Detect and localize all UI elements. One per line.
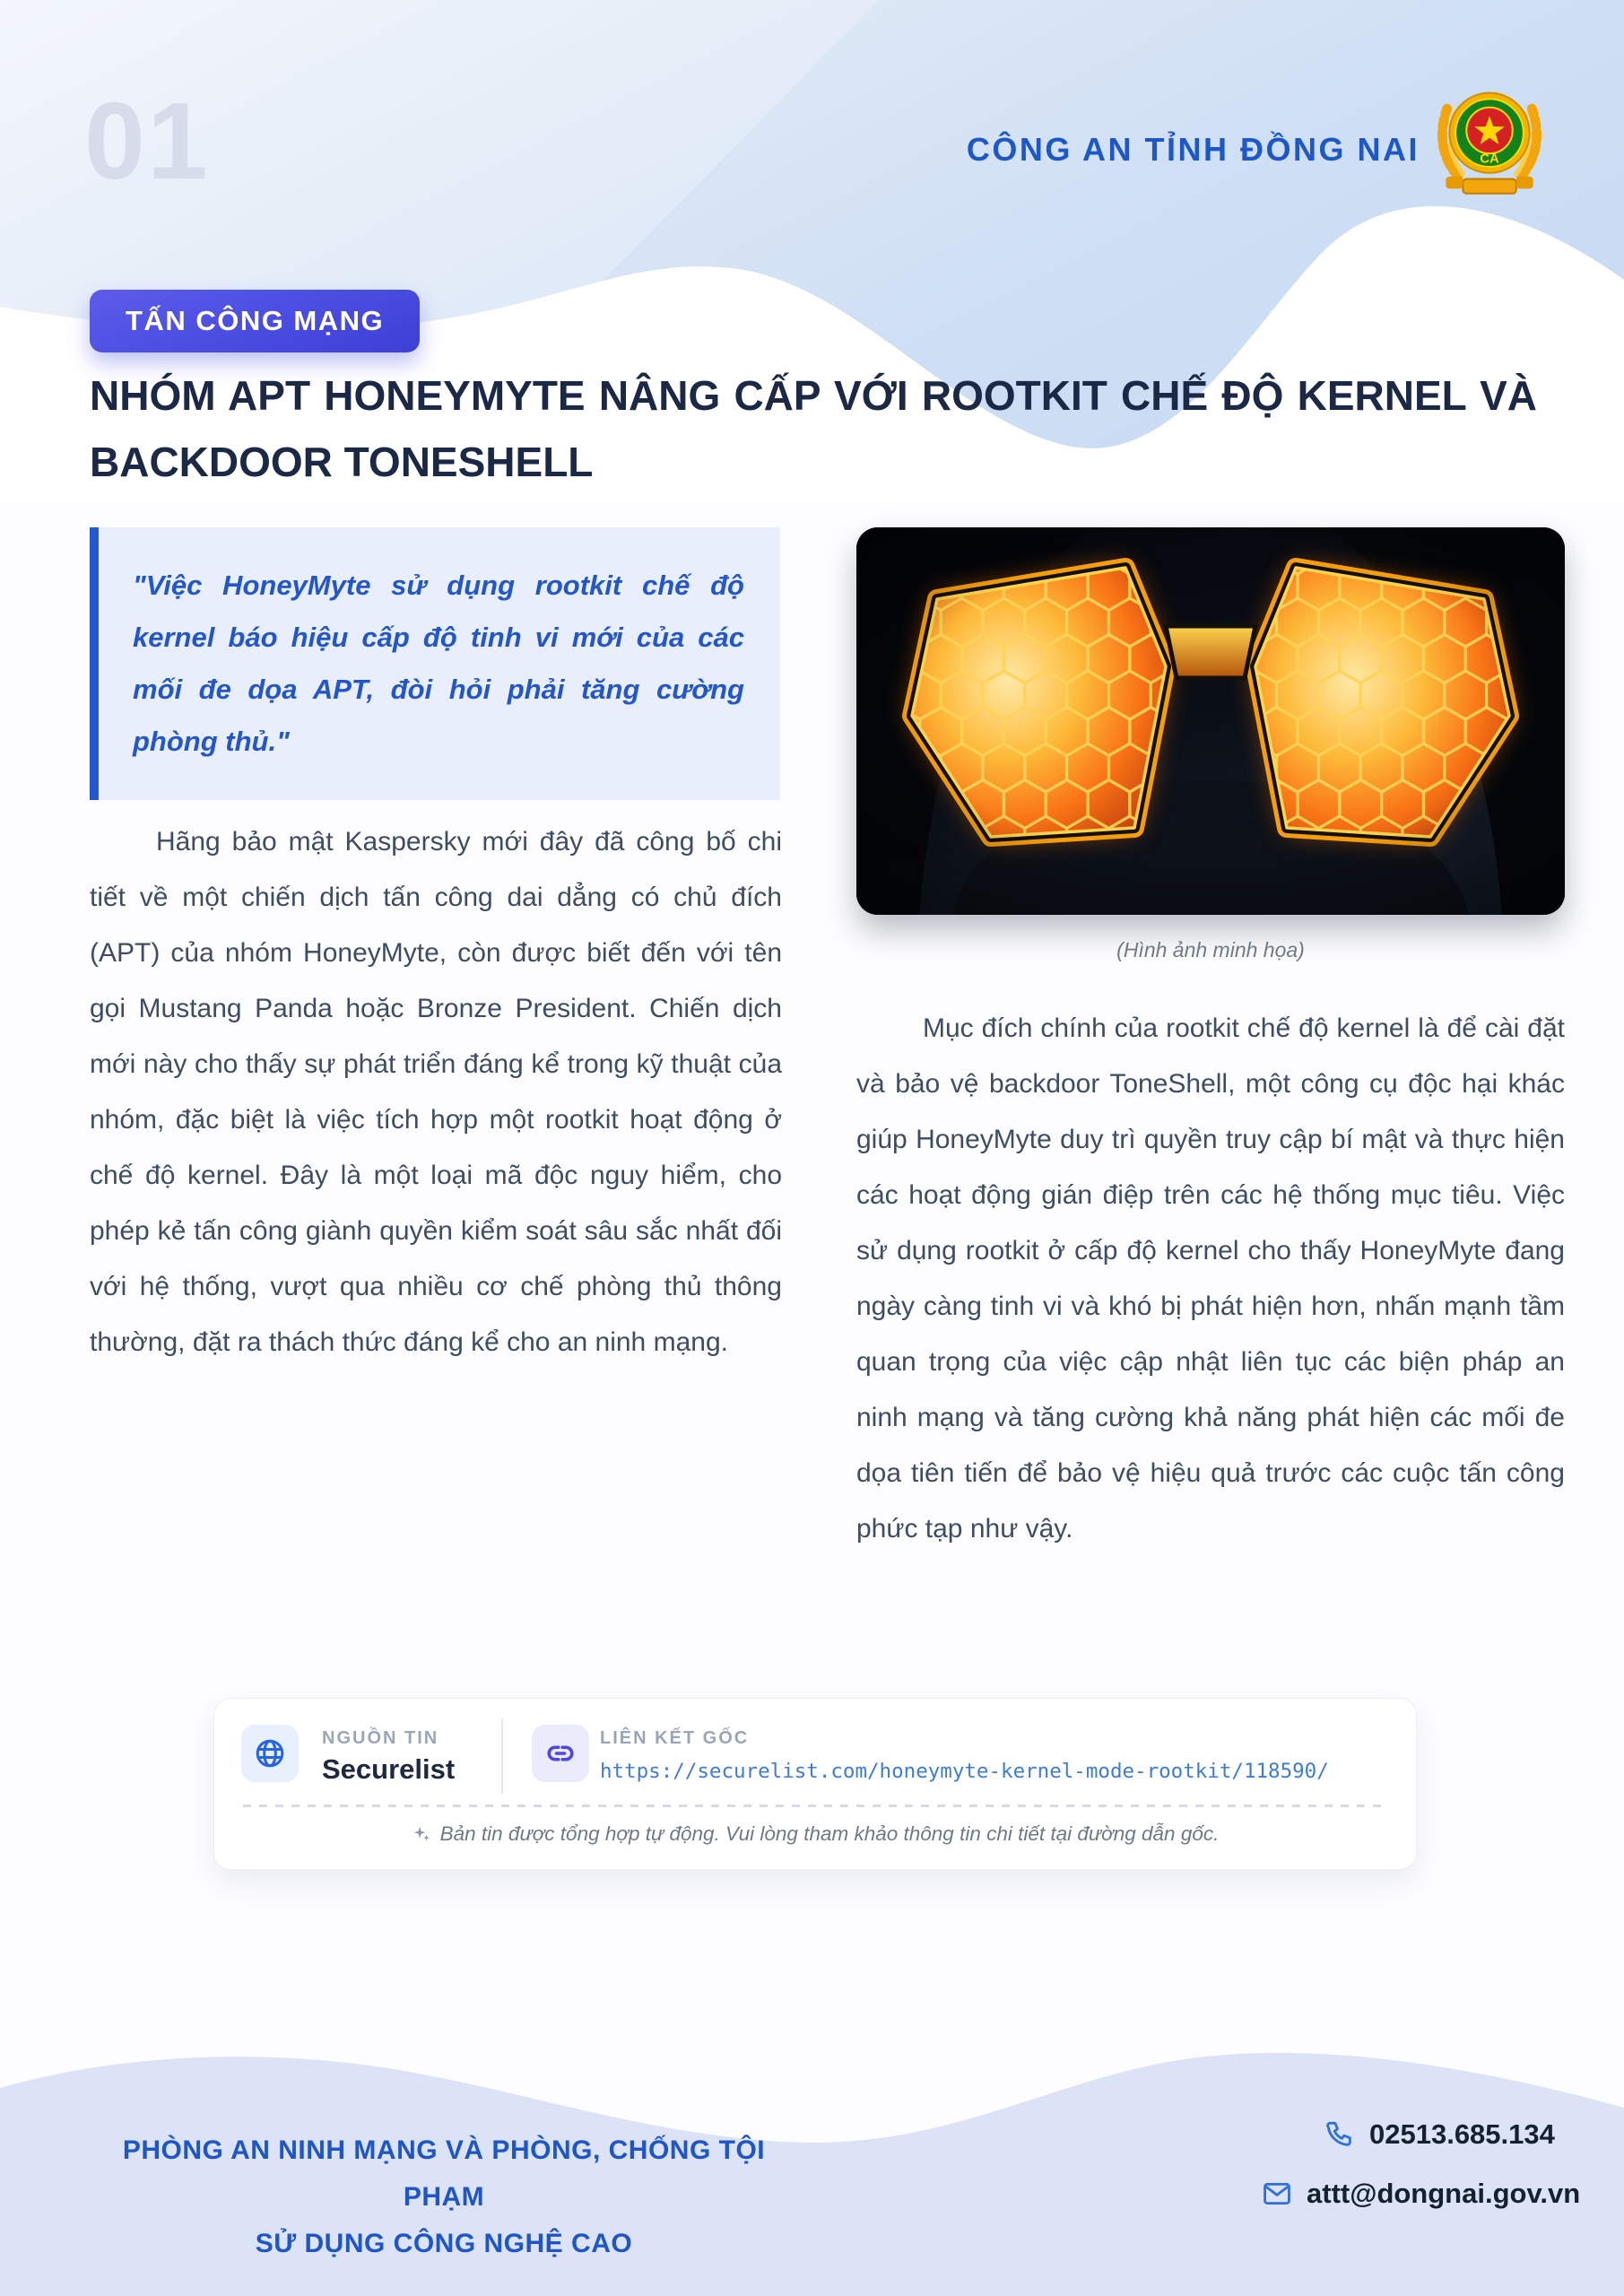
source-value: Securelist xyxy=(322,1753,456,1785)
phone-number: 02513.685.134 xyxy=(1369,2118,1555,2150)
contact-phone xyxy=(1324,2118,1555,2151)
source-url-link[interactable]: https://securelist.com/honeymyte-kernel-mode-rootkit/118590/ xyxy=(600,1760,1329,1783)
auto-note-row xyxy=(214,1822,1416,1846)
source-chip xyxy=(241,1725,299,1782)
police-emblem-logo xyxy=(1429,77,1550,208)
link-label: LIÊN KẾT GỐC xyxy=(600,1728,750,1748)
link-chip xyxy=(532,1725,589,1782)
paragraph-left: Hãng bảo mật Kaspersky mới đây đã công bố chi tiết về một chiến dịch tấn công dai dẳng có chủ đích (APT) của nhóm HoneyMyte, còn được biết đến với tên gọi Mustang Panda hoặc Bronze President. Chiến dịch mới này cho thấy sự phát triển đáng kể trong kỹ thuật của nhóm, đặc biệt là việc tích hợp một rootkit hoạt động ở chế độ kernel. Đây là một loại mã độc nguy hiểm, cho phép kẻ tấn công giành quyền kiểm soát sâu sắc nhất đối với hệ thống, vượt qua nhiều cơ chế phòng thủ thông thường, đặt ra thách thức đáng kể cho an ninh mạng. xyxy=(90,827,782,1357)
card-divider xyxy=(501,1718,503,1794)
quote-box xyxy=(90,527,780,800)
source-label: NGUỒN TIN xyxy=(322,1728,439,1748)
phone-icon xyxy=(1324,2119,1355,2150)
goggles-illustration xyxy=(856,527,1565,915)
category-badge xyxy=(90,290,420,352)
globe-icon xyxy=(254,1737,286,1770)
org-name: CÔNG AN TỈNH ĐỒNG NAI xyxy=(966,131,1420,168)
article-image xyxy=(856,527,1565,915)
source-card xyxy=(213,1698,1417,1870)
dotted-separator xyxy=(243,1805,1387,1807)
link-icon xyxy=(544,1737,577,1770)
image-caption: (Hình ảnh minh họa) xyxy=(1116,938,1305,961)
paragraph-right: Mục đích chính của rootkit chế độ kernel là để cài đặt và bảo vệ backdoor ToneShell, một công cụ độc hại khác giúp HoneyMyte duy trì quyền truy cập bí mật và thực hiện các hoạt động gián điệp trên các hệ thống mục tiêu. Việc sử dụng rootkit ở cấp độ kernel cho thấy HoneyMyte đang ngày càng tinh vi và khó bị phát hiện hơn, nhấn mạnh tầm quan trọng của việc cập nhật liên tục các biện pháp an ninh mạng và tăng cường khả năng phát hiện các mối đe dọa tiên tiến để bảo vệ hiệu quả trước các cuộc tấn công phức tạp như vậy. xyxy=(856,1013,1565,1544)
contact-email xyxy=(1262,2178,1580,2210)
mail-icon xyxy=(1262,2179,1292,2209)
sparkles-icon xyxy=(412,1824,431,1844)
department-line1: PHÒNG AN NINH MẠNG VÀ PHÒNG, CHỐNG TỘI PHẠM xyxy=(122,2135,766,2212)
auto-note-text: Bản tin được tổng hợp tự động. Vui lòng tham khảo thông tin chi tiết tại đường dẫn gốc. xyxy=(439,1822,1220,1845)
page-number: 01 xyxy=(84,80,210,202)
quote-text: "Việc HoneyMyte sử dụng rootkit chế độ kernel báo hiệu cấp độ tinh vi mới của các mối đe dọa APT, đòi hỏi phải tăng cường phòng thủ." xyxy=(133,570,744,757)
department-line2: SỬ DỤNG CÔNG NGHỆ CAO xyxy=(255,2229,633,2258)
svg-text:CA: CA xyxy=(1480,152,1499,167)
category-badge-label: TẤN CÔNG MẠNG xyxy=(126,305,385,336)
email-address: attt@dongnai.gov.vn xyxy=(1307,2178,1581,2209)
department-name xyxy=(92,2127,795,2267)
article-title: NHÓM APT HONEYMYTE NÂNG CẤP VỚI ROOTKIT CHẾ ĐỘ KERNEL VÀ BACKDOOR TONESHELL xyxy=(90,372,1537,485)
